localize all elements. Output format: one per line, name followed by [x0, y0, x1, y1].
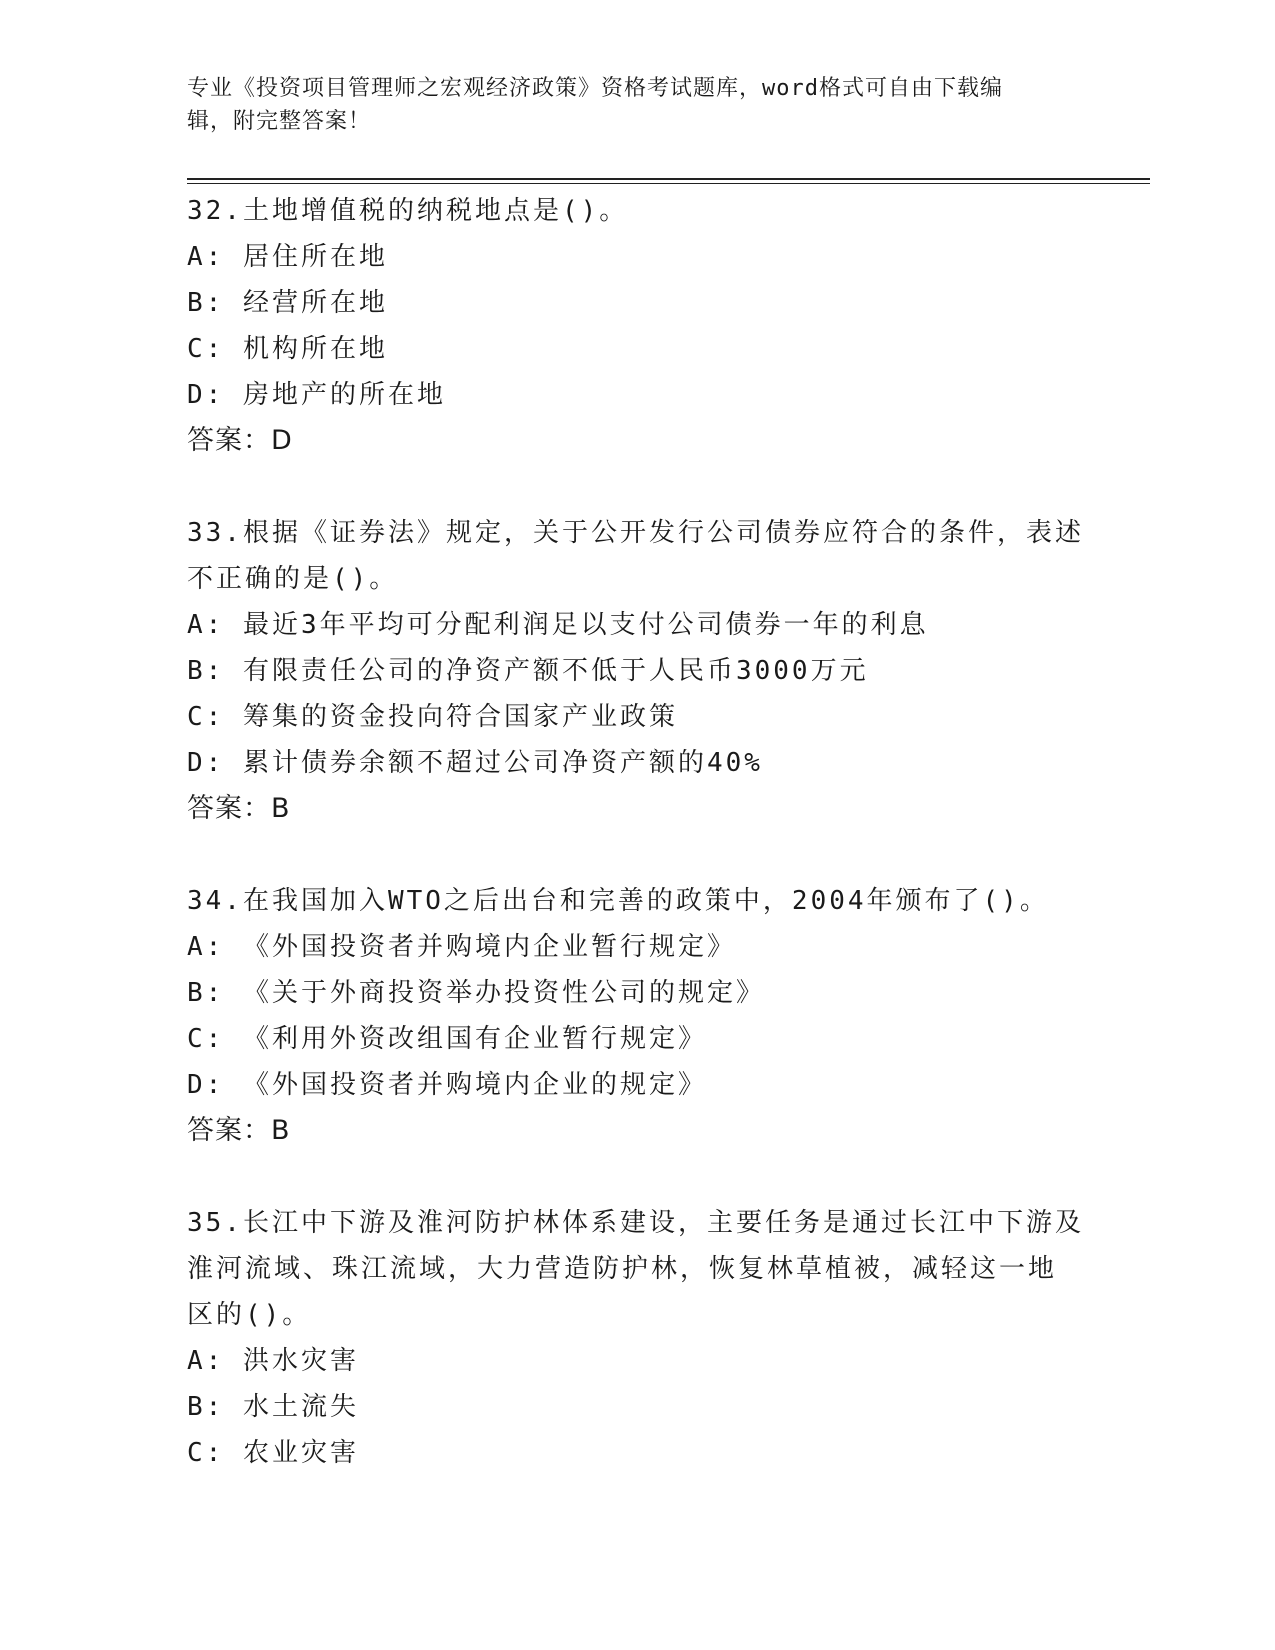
answer-text: 答案：D	[187, 425, 293, 456]
answer-text: 答案：B	[187, 793, 291, 824]
question-stem: 34.在我国加入WTO之后出台和完善的政策中，2004年颁布了()。	[187, 886, 1049, 916]
option-a: A: 最近3年平均可分配利润足以支付公司债券一年的利息	[187, 610, 929, 640]
option-b: B: 《关于外商投资举办投资性公司的规定》	[187, 978, 765, 1008]
answer-text: 答案：B	[187, 1115, 291, 1146]
option-c: C: 《利用外资改组国有企业暂行规定》	[187, 1024, 707, 1054]
option-a: A: 洪水灾害	[187, 1346, 359, 1376]
header-line-1: 专业《投资项目管理师之宏观经济政策》资格考试题库，word格式可自由下载编	[187, 76, 1003, 101]
option-c: C: 农业灾害	[187, 1438, 359, 1468]
option-d: D: 累计债券余额不超过公司净资产额的40%	[187, 748, 763, 778]
option-c: C: 机构所在地	[187, 334, 388, 364]
option-a: A: 居住所在地	[187, 242, 388, 272]
question-stem: 35.长江中下游及淮河防护林体系建设，主要任务是通过长江中下游及 淮河流域、珠江流域，大力营造防护林，恢复林草植被，减轻这一地 区的()。	[187, 1208, 1084, 1330]
option-a: A: 《外国投资者并购境内企业暂行规定》	[187, 932, 736, 962]
header-line-2: 辑，附完整答案！	[187, 109, 372, 134]
option-b: B: 经营所在地	[187, 288, 388, 318]
question-35	[187, 1200, 1087, 1476]
option-b: B: 有限责任公司的净资产额不低于人民币3000万元	[187, 656, 869, 686]
option-d: D: 《外国投资者并购境内企业的规定》	[187, 1070, 707, 1100]
header-divider-thin	[187, 183, 1150, 184]
question-list	[187, 188, 1087, 1522]
option-b: B: 水土流失	[187, 1392, 359, 1422]
option-c: C: 筹集的资金投向符合国家产业政策	[187, 702, 678, 732]
header-divider-thick	[187, 178, 1150, 180]
question-34	[187, 878, 1087, 1154]
question-stem: 32.土地增值税的纳税地点是()。	[187, 196, 629, 226]
question-33	[187, 510, 1087, 832]
question-32	[187, 188, 1087, 464]
question-stem: 33.根据《证券法》规定，关于公开发行公司债券应符合的条件，表述 不正确的是()。	[187, 518, 1084, 594]
document-header	[187, 72, 1067, 138]
option-d: D: 房地产的所在地	[187, 380, 446, 410]
